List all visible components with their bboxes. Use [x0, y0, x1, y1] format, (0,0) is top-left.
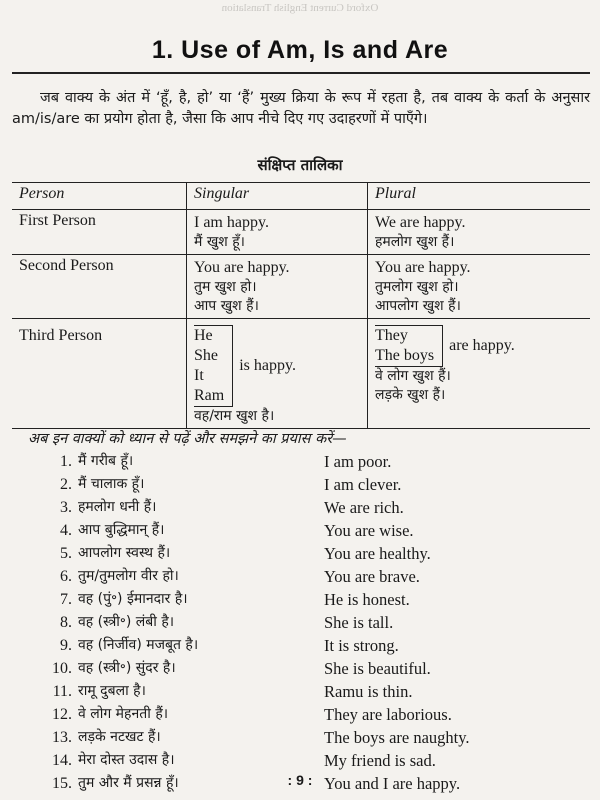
subject: They — [375, 327, 408, 344]
example-english: I am poor. — [324, 452, 392, 471]
header-singular: Singular — [187, 183, 368, 210]
table-row-third-person — [12, 319, 590, 429]
example-english: She is beautiful. — [324, 659, 431, 678]
example-row — [0, 726, 600, 749]
example-row — [0, 565, 600, 588]
example-hindi: तुम और मैं प्रसन्न हूँ। — [78, 775, 179, 791]
singular-cell — [187, 210, 368, 255]
example-english: Ramu is thin. — [324, 682, 413, 701]
example-row — [0, 542, 600, 565]
singular-english: I am happy. — [194, 214, 269, 231]
example-row — [0, 749, 600, 772]
example-english: You are brave. — [324, 567, 420, 586]
example-hindi: वह (निर्जीव) मजबूत है। — [78, 637, 199, 653]
example-hindi: वह (स्त्री॰) लंबी है। — [78, 614, 175, 630]
example-row — [0, 611, 600, 634]
example-number: 13. — [52, 729, 72, 746]
table-row-second-person — [12, 255, 590, 319]
singular-hindi: वह/राम खुश है। — [194, 408, 275, 424]
example-row — [0, 473, 600, 496]
singular-hindi: मैं खुश हूँ। — [194, 234, 245, 250]
plural-hindi: वे लोग खुश हैं। — [375, 368, 451, 384]
plural-predicate: are happy. — [449, 337, 515, 354]
example-english: The boys are naughty. — [324, 728, 470, 747]
subject: The boys — [375, 347, 435, 364]
singular-cell — [187, 255, 368, 319]
example-row — [0, 496, 600, 519]
example-row — [0, 450, 600, 473]
singular-hindi: आप खुश हैं। — [194, 298, 259, 314]
plural-cell — [368, 255, 591, 319]
person-cell: First Person — [12, 210, 187, 255]
example-number: 3. — [60, 499, 72, 516]
singular-english: You are happy. — [194, 259, 290, 276]
intro-paragraph: जब वाक्य के अंत में ‘हूँ, है, हो’ या ‘हैं’ मुख्य क्रिया के रूप में रहता है, तब वाक्य के कर्ता के अनुसार am/is/are का प्रयोग होता है, जैसा कि आप नीचे दिए गए उदाहरणों में पाएँगे। — [12, 90, 590, 127]
example-number: 5. — [60, 545, 72, 562]
example-hindi: हमलोग धनी हैं। — [78, 499, 157, 515]
example-english: It is strong. — [324, 636, 399, 655]
singular-bracket-group — [194, 325, 360, 407]
chapter-title: 1. Use of Am, Is and Are — [151, 36, 449, 64]
title-divider — [12, 72, 590, 74]
table-row-first-person — [12, 210, 590, 255]
singular-predicate: is happy. — [239, 357, 296, 374]
singular-subjects — [194, 325, 233, 407]
subject: It — [194, 367, 204, 384]
summary-table — [12, 182, 590, 429]
subject: He — [194, 327, 213, 344]
example-hindi: आप बुद्धिमान् हैं। — [78, 522, 165, 538]
header-plural: Plural — [368, 183, 591, 210]
person-cell: Third Person — [12, 319, 187, 429]
example-number: 9. — [60, 637, 72, 654]
instruction-text: अब इन वाक्यों को ध्यान से पढ़ें और समझने का प्रयास करें— — [28, 431, 347, 447]
example-hindi: लड़के नटखट हैं। — [78, 729, 161, 745]
plural-hindi: हमलोग खुश हैं। — [375, 234, 455, 250]
example-hindi: मेरा दोस्त उदास है। — [78, 752, 175, 768]
example-number: 10. — [52, 660, 72, 677]
plural-hindi: आपलोग खुश हैं। — [375, 298, 461, 314]
example-row — [0, 588, 600, 611]
example-english: My friend is sad. — [324, 751, 436, 770]
example-number: 2. — [60, 476, 72, 493]
example-english: You are healthy. — [324, 544, 431, 563]
summary-table-title: संक्षिप्त तालिका — [257, 156, 343, 174]
example-english: You are wise. — [324, 521, 414, 540]
example-english: They are laborious. — [324, 705, 452, 724]
example-list — [0, 450, 600, 795]
example-number: 14. — [52, 752, 72, 769]
subject: Ram — [194, 387, 225, 404]
bleed-through-running-head: Oxford Current English Translation — [221, 2, 379, 14]
example-hindi: आपलोग स्वस्थ हैं। — [78, 545, 171, 561]
example-hindi: वह (पुं॰) ईमानदार है। — [78, 591, 188, 607]
plural-english: We are happy. — [375, 214, 466, 231]
example-number: 6. — [60, 568, 72, 585]
example-hindi: रामू दुबला है। — [78, 683, 146, 699]
example-number: 12. — [52, 706, 72, 723]
example-number: 7. — [60, 591, 72, 608]
example-hindi: वे लोग मेहनती हैं। — [78, 706, 169, 722]
example-english: You and I are happy. — [324, 774, 461, 793]
page-number: : 9 : — [287, 772, 313, 788]
example-hindi: तुम/तुमलोग वीर हो। — [78, 568, 179, 584]
plural-hindi: लड़के खुश हैं। — [375, 387, 446, 403]
example-english: I am clever. — [324, 475, 402, 494]
plural-subjects — [375, 325, 443, 367]
example-english: She is tall. — [324, 613, 394, 632]
example-number: 15. — [52, 775, 72, 792]
subject: She — [194, 347, 218, 364]
example-number: 8. — [60, 614, 72, 631]
example-english: We are rich. — [324, 498, 404, 517]
plural-cell — [368, 210, 591, 255]
example-row — [0, 680, 600, 703]
plural-cell — [368, 319, 591, 429]
example-row — [0, 657, 600, 680]
plural-bracket-group — [375, 325, 583, 367]
example-number: 11. — [52, 683, 72, 700]
example-row — [0, 703, 600, 726]
example-english: He is honest. — [324, 590, 410, 609]
person-cell: Second Person — [12, 255, 187, 319]
example-number: 4. — [60, 522, 72, 539]
example-hindi: मैं गरीब हूँ। — [78, 453, 134, 469]
example-hindi: मैं चालाक हूँ। — [78, 476, 145, 492]
example-row — [0, 519, 600, 542]
example-number: 1. — [60, 453, 72, 470]
example-hindi: वह (स्त्री॰) सुंदर है। — [78, 660, 176, 676]
plural-english: You are happy. — [375, 259, 471, 276]
table-header-row — [12, 183, 590, 210]
singular-hindi: तुम खुश हो। — [194, 279, 257, 295]
singular-cell — [187, 319, 368, 429]
header-person: Person — [12, 183, 187, 210]
example-row — [0, 634, 600, 657]
plural-hindi: तुमलोग खुश हो। — [375, 279, 459, 295]
